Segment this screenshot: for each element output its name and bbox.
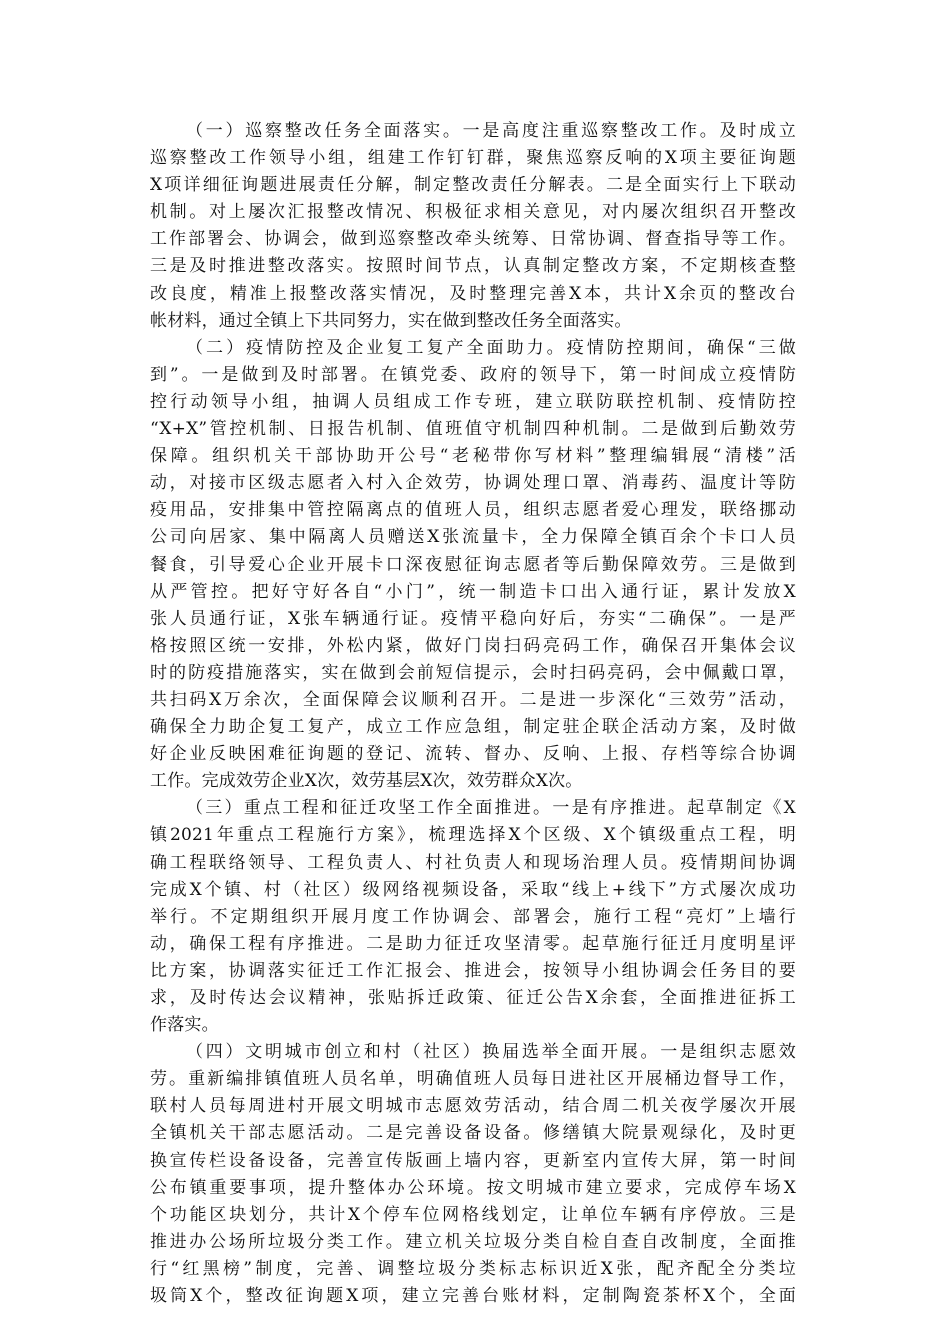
text-line: 控行动领导小组，抽调人员组成工作专班，建立联防联控机制、疫情防控 xyxy=(150,391,796,412)
text-line: 求，及时传达会议精神，张贴拆迁政策、征迁公告X余套，全面推进征拆工 xyxy=(150,988,796,1008)
text-line: 公司向居家、集中隔离人员赠送X张流量卡，全力保障全镇百余个卡口人员 xyxy=(150,527,796,548)
paragraph-first-line: （一）巡察整改任务全面落实。一是高度注重巡察整改工作。及时成立 xyxy=(186,121,796,141)
text-line: 举行。不定期组织开展月度工作协调会、部署会，施行工程“亮灯”上墙行 xyxy=(150,906,796,927)
text-line: 完成X个镇、村（社区）级网络视频设备，采取“线上+线下”方式屡次成功 xyxy=(150,879,796,900)
text-line: 三是及时推进整改落实。按照时间节点，认真制定整改方案，不定期核查整 xyxy=(150,256,796,277)
text-line: 保障。组织机关干部协助开公号“老秘带你写材料”整理编辑展“清楼”活 xyxy=(150,446,796,467)
text-line: 格按照区统一安排，外松内紧，做好门岗扫码亮码工作，确保召开集体会议 xyxy=(150,635,796,656)
paragraph-first-line: （四）文明城市创立和村（社区）换届选举全面开展。一是组织志愿效 xyxy=(186,1042,796,1063)
text-line: 确保全力助企复工复产，成立工作应急组，制定驻企联企活动方案，及时做 xyxy=(150,717,796,738)
text-line: 劳。重新编排镇值班人员名单，明确值班人员每日进社区开展桶边督导工作， xyxy=(150,1069,796,1090)
text-line: 联村人员每周进村开展文明城市志愿效劳活动，结合周二机关夜学屡次开展 xyxy=(150,1096,796,1117)
paragraph-first-line: （三）重点工程和征迁攻坚工作全面推进。一是有序推进。起草制定《X xyxy=(186,798,796,819)
text-line: 帐材料，通过全镇上下共同努力，实在做到整改任务全面落实。 xyxy=(150,310,632,331)
text-line: 镇2021年重点工程施行方案》，梳理选择X个区级、X个镇级重点工程，明 xyxy=(150,825,796,846)
paragraph-first-line: （二）疫情防控及企业复工复产全面助力。疫情防控期间，确保“三做 xyxy=(186,337,796,358)
text-line: 动，确保工程有序推进。二是助力征迁攻坚清零。起草施行征迁月度明星评 xyxy=(150,933,796,954)
text-line: 动，对接市区级志愿者入村入企效劳，协调处理口罩、消毒药、温度计等防 xyxy=(150,473,796,494)
text-line: 推进办公场所垃圾分类工作。建立机关垃圾分类自检自查自改制度，全面推 xyxy=(150,1231,796,1252)
text-line: 巡察整改工作领导小组，组建工作钉钉群，聚焦巡察反响的X项主要征询题 xyxy=(150,148,796,169)
text-line: 共扫码X万余次，全面保障会议顺利召开。二是进一步深化“三效劳”活动， xyxy=(150,689,796,710)
text-line: 从严管控。把好守好各自“小门”，统一制造卡口出入通行证，累计发放X xyxy=(150,581,796,602)
text-line: 作落实。 xyxy=(150,1015,219,1036)
text-line: 个功能区块划分，共计X个停车位网格线划定，让单位车辆有序停放。三是 xyxy=(150,1204,796,1225)
text-line: 改良度，精准上报整改落实情况，及时整理完善X本，共计X余页的整改台 xyxy=(150,283,796,304)
text-line: X项详细征询题进展责任分解，制定整改责任分解表。二是全面实行上下联动 xyxy=(150,175,796,196)
text-line: 疫用品，安排集中管控隔离点的值班人员，组织志愿者爱心理发，联络挪动 xyxy=(150,500,796,521)
text-line: 全镇机关干部志愿活动。二是完善设备设备。修缮镇大院景观绿化，及时更 xyxy=(150,1123,796,1144)
text-line: 好企业反映困难征询题的登记、流转、督办、反响、上报、存档等综合协调 xyxy=(150,744,796,765)
text-line: 行“红黑榜”制度，完善、调整垃圾分类标志标识近X张，配齐配全分类垃 xyxy=(150,1258,796,1279)
text-line: 到”。一是做到及时部署。在镇党委、政府的领导下，第一时间成立疫情防 xyxy=(150,364,796,385)
text-line: “X+X”管控机制、日报告机制、值班值守机制四种机制。二是做到后勤效劳 xyxy=(150,419,796,440)
text-line: 餐食，引导爱心企业开展卡口深夜慰征询志愿者等后勤保障效劳。三是做到 xyxy=(150,554,796,575)
text-line: 圾筒X个，整改征询题X项，建立完善台账材料，定制陶瓷茶杯X个，全面 xyxy=(150,1286,796,1307)
text-line: 时的防疫措施落实，实在做到会前短信提示，会时扫码亮码，会中佩戴口罩， xyxy=(150,662,796,683)
text-line: 工作。完成效劳企业X次，效劳基层X次，效劳群众X次。 xyxy=(150,771,583,792)
text-line: 比方案，协调落实征迁工作汇报会、推进会，按领导小组协调会任务目的要 xyxy=(150,960,796,981)
text-line: 公布镇重要事项，提升整体办公环境。按文明城市建立要求，完成停车场X xyxy=(150,1177,796,1198)
document-body xyxy=(150,118,796,1310)
text-line: 换宣传栏设备设备，完善宣传版画上墙内容，更新室内宣传大屏，第一时间 xyxy=(150,1150,796,1171)
text-line: 张人员通行证，X张车辆通行证。疫情平稳向好后，夯实“二确保”。一是严 xyxy=(150,608,796,629)
text-line: 机制。对上屡次汇报整改情况、积极征求相关意见，对内屡次组织召开整改 xyxy=(150,202,796,223)
text-line: 工作部署会、协调会，做到巡察整改牵头统筹、日常协调、督查指导等工作。 xyxy=(150,229,796,250)
text-line: 确工程联络领导、工程负责人、村社负责人和现场治理人员。疫情期间协调 xyxy=(150,852,796,873)
